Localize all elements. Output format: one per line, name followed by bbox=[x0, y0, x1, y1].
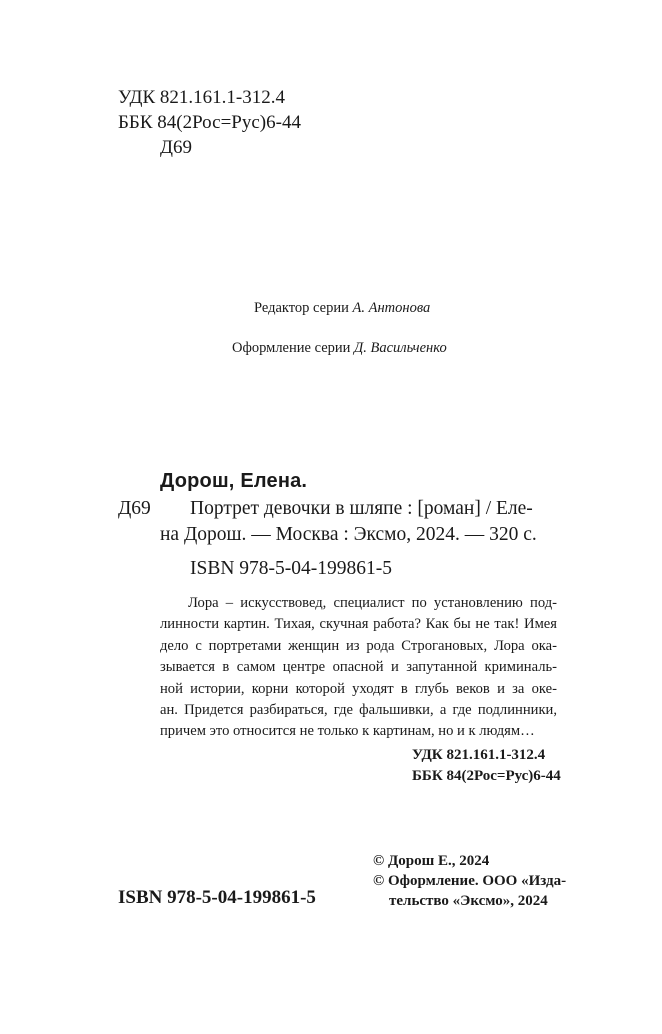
series-design-credit bbox=[232, 340, 447, 357]
entry-isbn: ISBN 978-5-04-199861-5 bbox=[190, 558, 393, 579]
annotation-line: линности картин. Тихая, скучная работа? Как бы не так! Имея bbox=[160, 616, 557, 633]
series-editor-label: Редактор серии bbox=[254, 300, 349, 316]
bbk-code-bottom: ББК 84(2Рос=Рус)6-44 bbox=[412, 768, 561, 784]
udk-code-bottom: УДК 821.161.1-312.4 bbox=[412, 747, 546, 763]
annotation-line: дело с портретами женщин из рода Строгановых, Лора ока- bbox=[160, 637, 557, 654]
udk-code-top: УДК 821.161.1-312.4 bbox=[118, 87, 285, 108]
entry-title-line-2: на Дорош. — Москва : Эксмо, 2024. — 320 с. bbox=[160, 524, 537, 545]
copyright-author: © Дорош Е., 2024 bbox=[373, 853, 490, 869]
annotation-line: ной истории, корни которой уходят в глубь веков и за оке- bbox=[160, 680, 557, 697]
series-design-label: Оформление серии bbox=[232, 340, 351, 356]
annotation-line: причем это относится не только к картинам, но и к людям… bbox=[160, 723, 535, 740]
isbn-footer: ISBN 978-5-04-199861-5 bbox=[118, 887, 316, 908]
series-editor-name: А. Антонова bbox=[352, 300, 431, 316]
series-editor-credit bbox=[254, 300, 430, 317]
entry-author-mark: Д69 bbox=[118, 498, 151, 519]
author-mark-top: Д69 bbox=[160, 137, 192, 158]
annotation-line: ан. Придется разбираться, где фальшивки, а где подлинники, bbox=[160, 702, 557, 719]
copyright-design-line-2: тельство «Эксмо», 2024 bbox=[389, 893, 548, 909]
series-design-name: Д. Васильченко bbox=[354, 340, 447, 356]
entry-title-line-1: Портрет девочки в шляпе : [роман] / Еле- bbox=[190, 498, 533, 519]
annotation-line: зывается в самом центре опасной и запутанной криминаль- bbox=[160, 659, 557, 676]
copyright-design-line-1: © Оформление. ООО «Изда- bbox=[373, 873, 567, 889]
bbk-code-top: ББК 84(2Рос=Рус)6-44 bbox=[118, 112, 301, 133]
entry-author: Дорош, Елена. bbox=[160, 470, 308, 492]
annotation bbox=[160, 593, 557, 743]
annotation-line: Лора – искусствовед, специалист по установлению под- bbox=[188, 595, 557, 611]
